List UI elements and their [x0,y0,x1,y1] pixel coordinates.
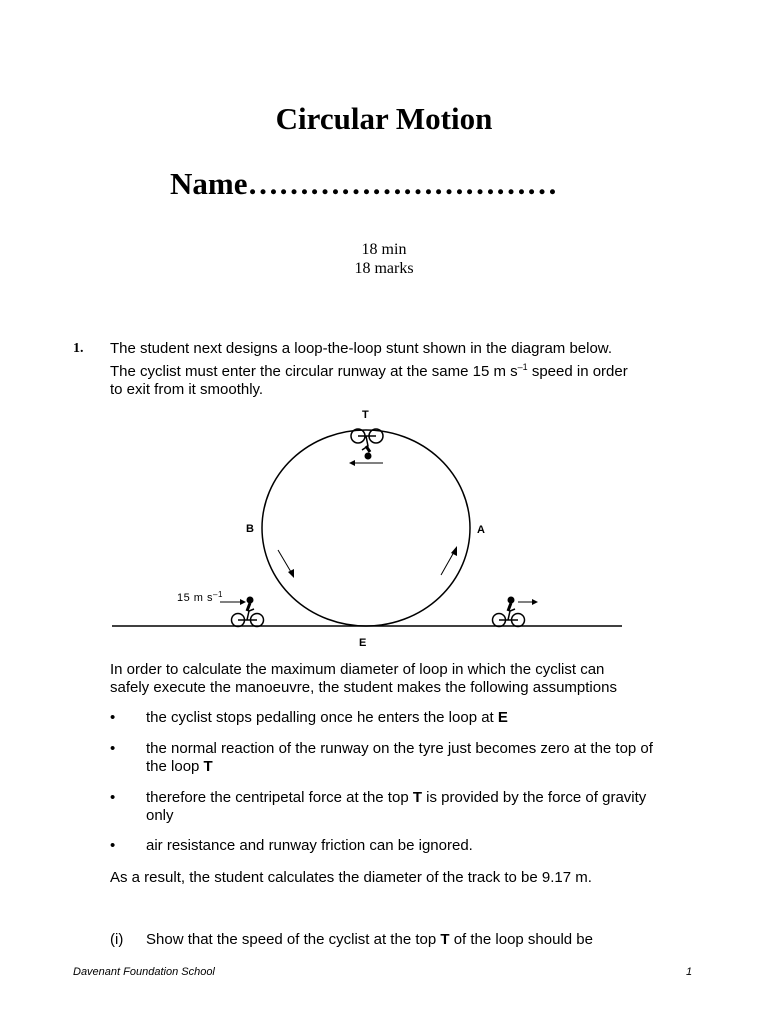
para2-line-1: In order to calculate the maximum diameter of loop in which the cyclist can [110,661,605,678]
part-i-bold: T [440,931,450,948]
label-b: B [246,523,254,535]
loop-track [262,430,470,626]
part-i-question [146,931,593,948]
arrow-a-line [441,552,454,575]
entry-speed-arrowhead [240,599,246,605]
exam-meta [0,240,768,278]
label-t: T [362,409,369,421]
result-statement: As a result, the student calculates the diameter of the track to be 9.17 m. [110,869,592,886]
para2-line-2: safely execute the manoeuvre, the student makes the following assumptions [110,679,617,696]
speed-label [177,590,223,604]
bullet-1-bold: E [497,709,508,726]
arrow-t-head [349,460,355,466]
speed-label-sup: –1 [213,590,223,599]
speed-label-text: 15 m s [177,592,214,604]
loop-diagram [100,400,640,655]
name-field-label: Name………………………… [170,166,558,201]
bullet-item-1 [146,709,666,727]
cyclist-left-icon [232,597,264,627]
arrow-b-head [288,569,294,578]
bullet-item-4 [146,837,666,855]
assumptions-intro [110,661,670,697]
bullet-dot-3: • [110,789,116,806]
bullet-3-bold: T [412,789,423,806]
intro-line-3: to exit from it smoothly. [110,381,264,398]
arrow-b-line [278,550,291,572]
unit-superscript: –1 [517,362,528,372]
bullet-item-3 [146,789,666,825]
bullet-item-2 [146,740,666,776]
bullet-1-text: the cyclist stops pedalling once he enters the loop at [146,709,498,726]
bullet-2-text: the normal reaction of the runway on the tyre just becomes zero at the top of the loop [146,740,653,775]
intro-line-1: The student next designs a loop-the-loop stunt shown in the diagram below. [110,340,612,357]
bullet-3-text: therefore the centripetal force at the top [146,789,413,806]
intro-line-2-text-end: speed in order [527,363,628,380]
bullet-dot-4: • [110,837,116,854]
bullet-2-bold: T [203,758,213,775]
intro-line-2 [110,358,670,381]
marks-text: 18 marks [354,260,414,277]
label-a: A [477,524,485,536]
bullet-3-post: is provided by the force of gravity only [146,789,647,824]
bullet-4-text: air resistance and runway friction can be ignored. [146,837,473,854]
arrow-a-head [451,546,457,556]
part-i-label: (i) [110,931,124,948]
footer-page-number: 1 [686,966,693,978]
part-i-post: of the loop should be [449,931,593,948]
exit-arrowhead [532,599,538,605]
bullet-dot-1: • [110,709,116,726]
footer-school: Davenant Foundation School [73,966,215,978]
question-intro [110,340,670,399]
duration-text: 18 min [361,241,407,258]
cyclist-right-icon [493,597,525,627]
intro-line-2-text: The cyclist must enter the circular runway at the same 15 m s [110,363,518,380]
cyclist-top-icon [351,429,383,460]
page-title: Circular Motion [275,101,493,136]
bullet-dot-2: • [110,740,116,757]
label-e: E [359,637,367,649]
part-i-text: Show that the speed of the cyclist at the top [146,931,441,948]
question-number: 1. [73,341,84,356]
